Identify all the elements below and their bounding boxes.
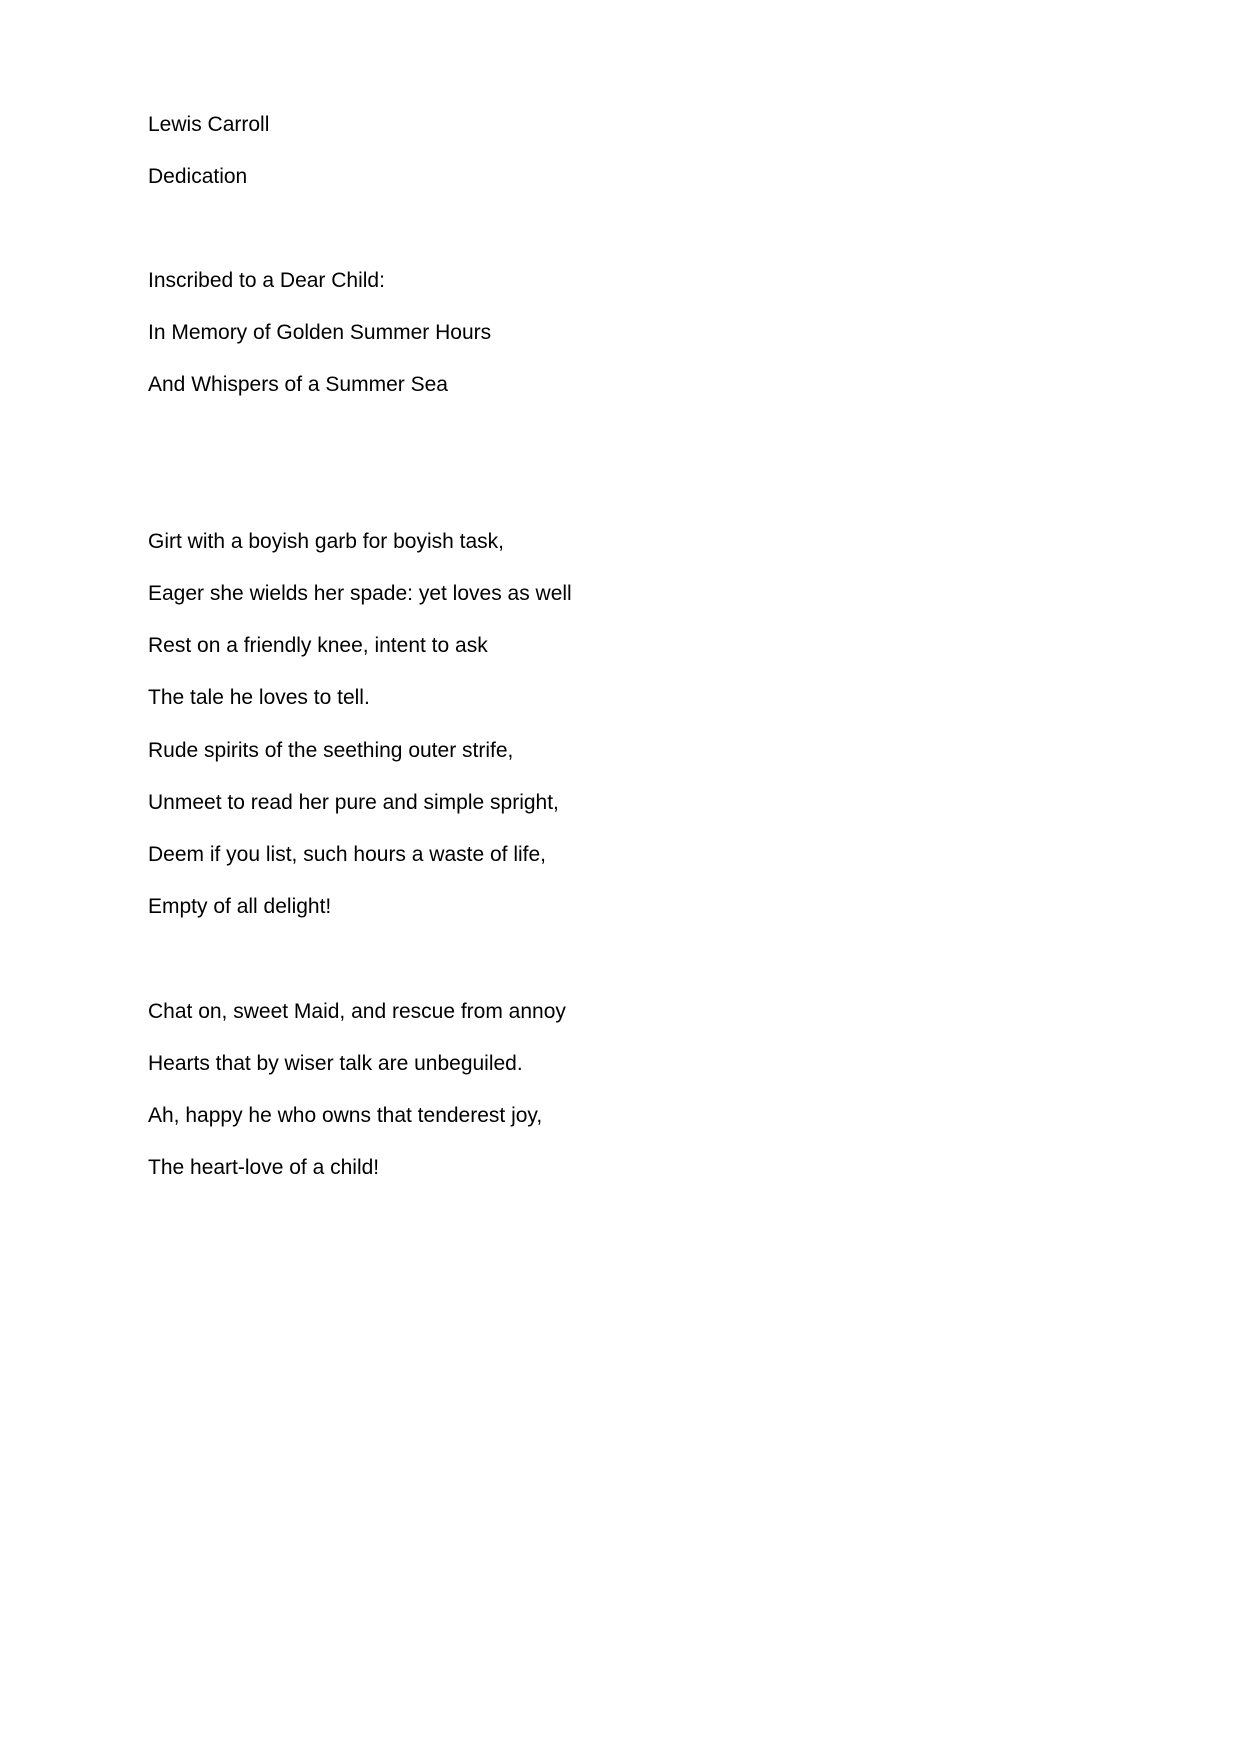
poem-line: The tale he loves to tell. <box>148 686 370 709</box>
inscription-line: In Memory of Golden Summer Hours <box>148 321 492 344</box>
poem-line: Deem if you list, such hours a waste of life, <box>148 843 547 866</box>
inscription-line: And Whispers of a Summer Sea <box>148 373 448 396</box>
poem-line: Empty of all delight! <box>148 895 332 918</box>
poem-line: The heart-love of a child! <box>148 1156 380 1179</box>
author-line: Lewis Carroll <box>148 113 270 136</box>
poem-line: Unmeet to read her pure and simple spright, <box>148 791 559 814</box>
poem-line: Rude spirits of the seething outer strife, <box>148 739 514 762</box>
poem-line: Girt with a boyish garb for boyish task, <box>148 530 504 553</box>
title-line: Dedication <box>148 165 248 188</box>
inscription-line: Inscribed to a Dear Child: <box>148 269 385 292</box>
poem-line: Chat on, sweet Maid, and rescue from annoy <box>148 1000 566 1023</box>
poem-line: Rest on a friendly knee, intent to ask <box>148 634 488 657</box>
poem-line: Hearts that by wiser talk are unbeguiled. <box>148 1052 523 1075</box>
poem-line: Eager she wields her spade: yet loves as well <box>148 582 572 605</box>
poem-line: Ah, happy he who owns that tenderest joy, <box>148 1104 543 1127</box>
